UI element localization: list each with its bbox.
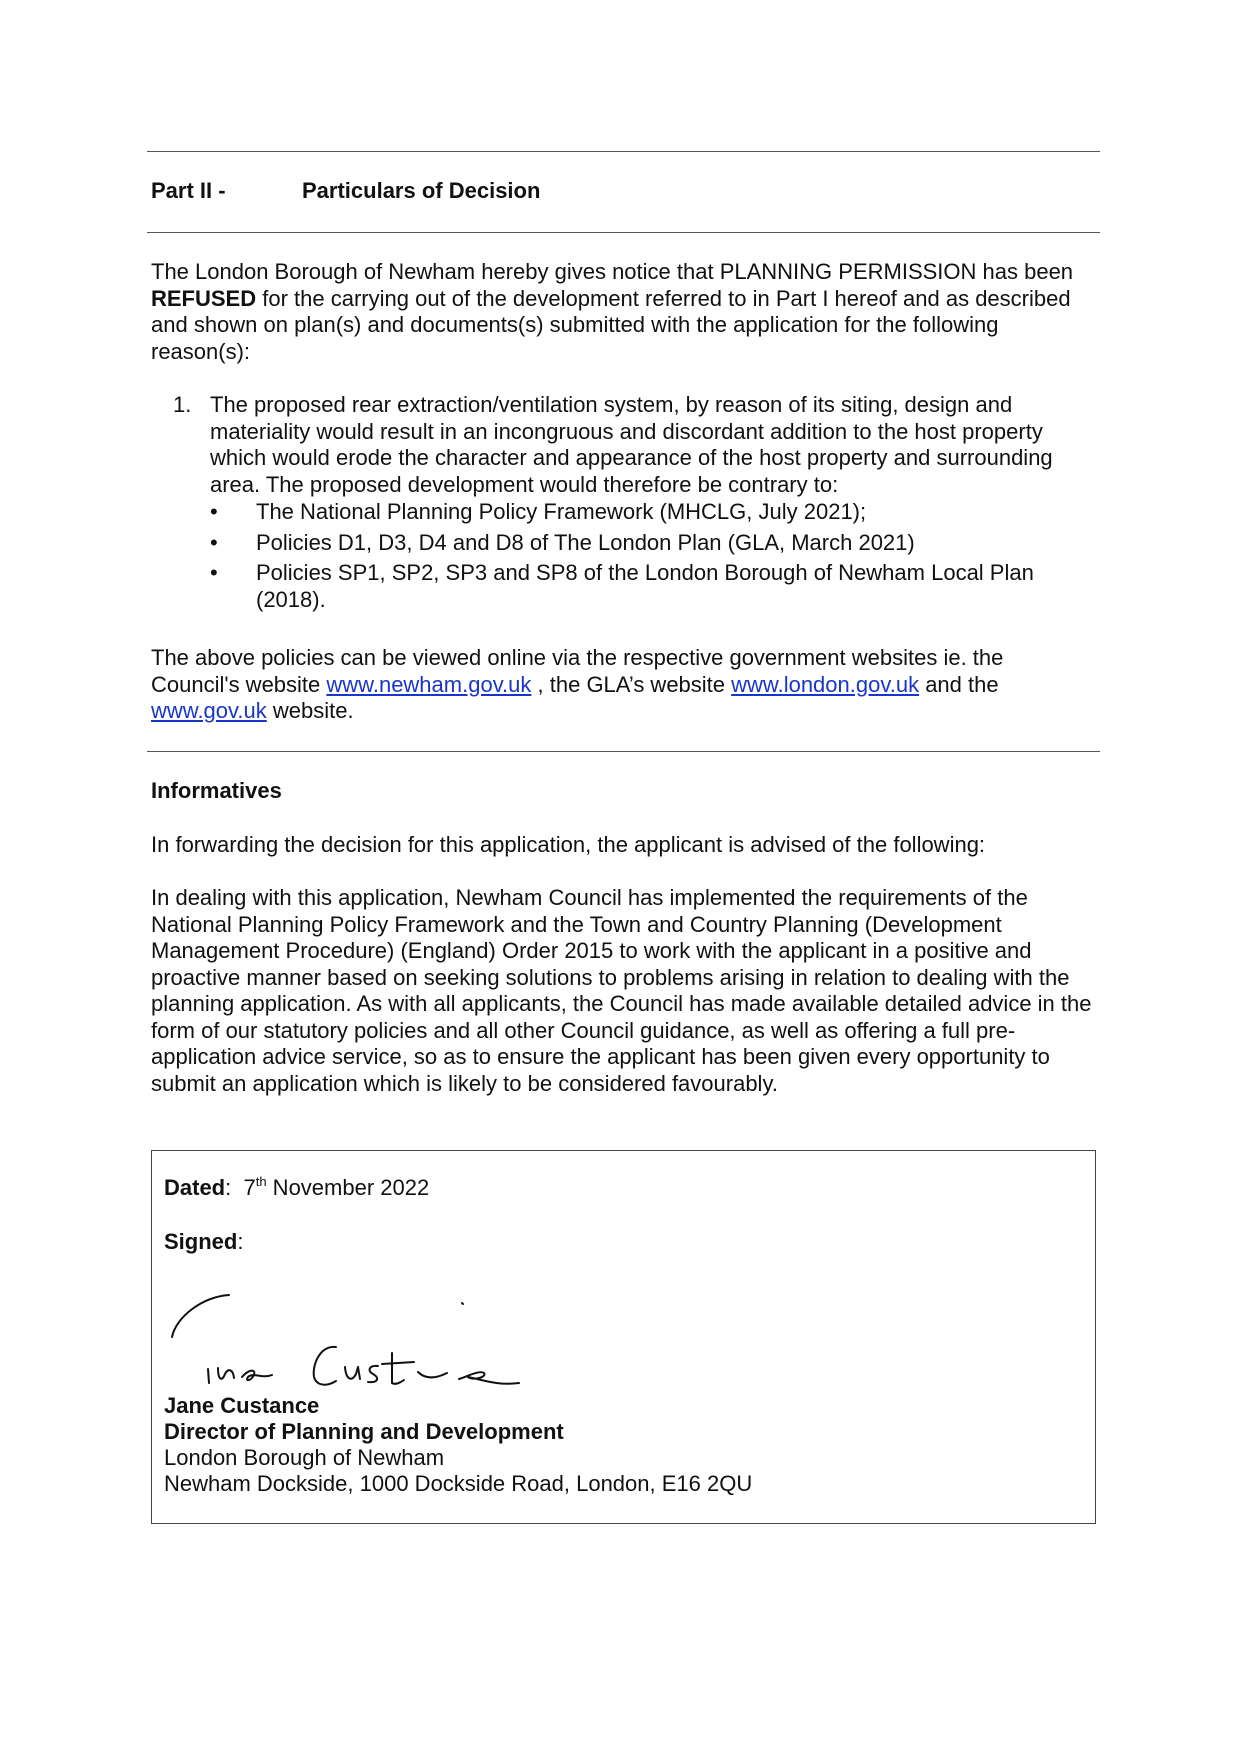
gov-uk-website-link[interactable]: www.gov.uk [151,698,267,723]
top-divider [147,151,1100,152]
policies-paragraph [151,645,1091,725]
signatory-role: Director of Planning and Development [164,1419,564,1444]
london-website-link[interactable]: www.london.gov.uk [731,671,920,697]
informatives-body: In dealing with this application, Newham Council has implemented the requirements of the National Planning Policy Framework and the Town and Country Planning (Development Management Procedure) (England) Order 2015 to work with the applicant in a positive and proactive manner based on seeking solutions to problems arising in relation to dealing with the planning application. As with all applicants, the Council has made available detailed advice in the form of our statutory policies and all other Council guidance, as well as offering a full pre-application advice service, so as to ensure the applicant has been given every opportunity to submit an application which is likely to be considered favourably. [151,885,1092,1096]
refused-label: REFUSED [151,285,257,311]
newham-website-link[interactable]: www.newham.gov.uk [326,671,532,697]
dated-label: Dated [164,1175,226,1200]
signed-label: Signed [164,1229,238,1254]
signature-box [151,1150,1096,1524]
signatory-address: Newham Dockside, 1000 Dockside Road, London, E16 2QU [164,1471,753,1496]
decision-notice-text [151,259,1091,365]
policy-bullet: • Policies D1, D3, D4 and D8 of The London Plan (GLA, March 2021) [210,530,1100,557]
informatives-intro: In forwarding the decision for this application, the applicant is advised of the following: [151,832,986,857]
date-rest: November 2022 [266,1175,430,1200]
header-divider [147,232,1100,233]
date-suffix: th [255,1174,267,1189]
handwritten-signature [162,1281,562,1391]
policy-bullet: • The National Planning Policy Framework (MHCLG, July 2021); [210,499,1100,526]
informatives-heading: Informatives [151,778,282,803]
policy-bullet: • Policies SP1, SP2, SP3 and SP8 of the London Borough of Newham Local Plan (2018). [210,560,1100,613]
policies-text: website. [266,698,354,723]
part-title: Particulars of Decision [302,178,541,203]
policies-text: The above policies can be viewed online via the respective government websites ie. the Council's website [151,645,1004,697]
policy-bullet-list [210,499,1100,613]
policies-text: , the GLA’s website [531,671,732,697]
informatives-divider [147,751,1100,752]
signatory-name: Jane Custance [164,1393,320,1418]
reason-text: The proposed rear extraction/ventilation system, by reason of its siting, design and materiality would result in an incongruous and discordant addition to the host property which would erode the character and appearance of the host property and surrounding area. The proposed development would therefore be contrary to: [210,392,1053,497]
notice-text-end: for the carrying out of the development referred to in Part I hereof and as described and shown on plan(s) and documents(s) submitted with the application for the following reason(s): [151,285,1071,364]
reason-item [210,392,1100,613]
dated-line: Dated: 7th November 2022 [164,1174,430,1200]
part-label: Part II - [151,178,226,203]
signed-line: Signed: [164,1229,244,1254]
notice-text-start: The London Borough of Newham hereby gives notice that PLANNING PERMISSION has been [151,259,1074,284]
policies-text: and the [919,671,999,697]
reason-number: 1. [173,392,192,417]
signatory-organisation: London Borough of Newham [164,1445,445,1470]
date-day: 7 [243,1175,256,1200]
